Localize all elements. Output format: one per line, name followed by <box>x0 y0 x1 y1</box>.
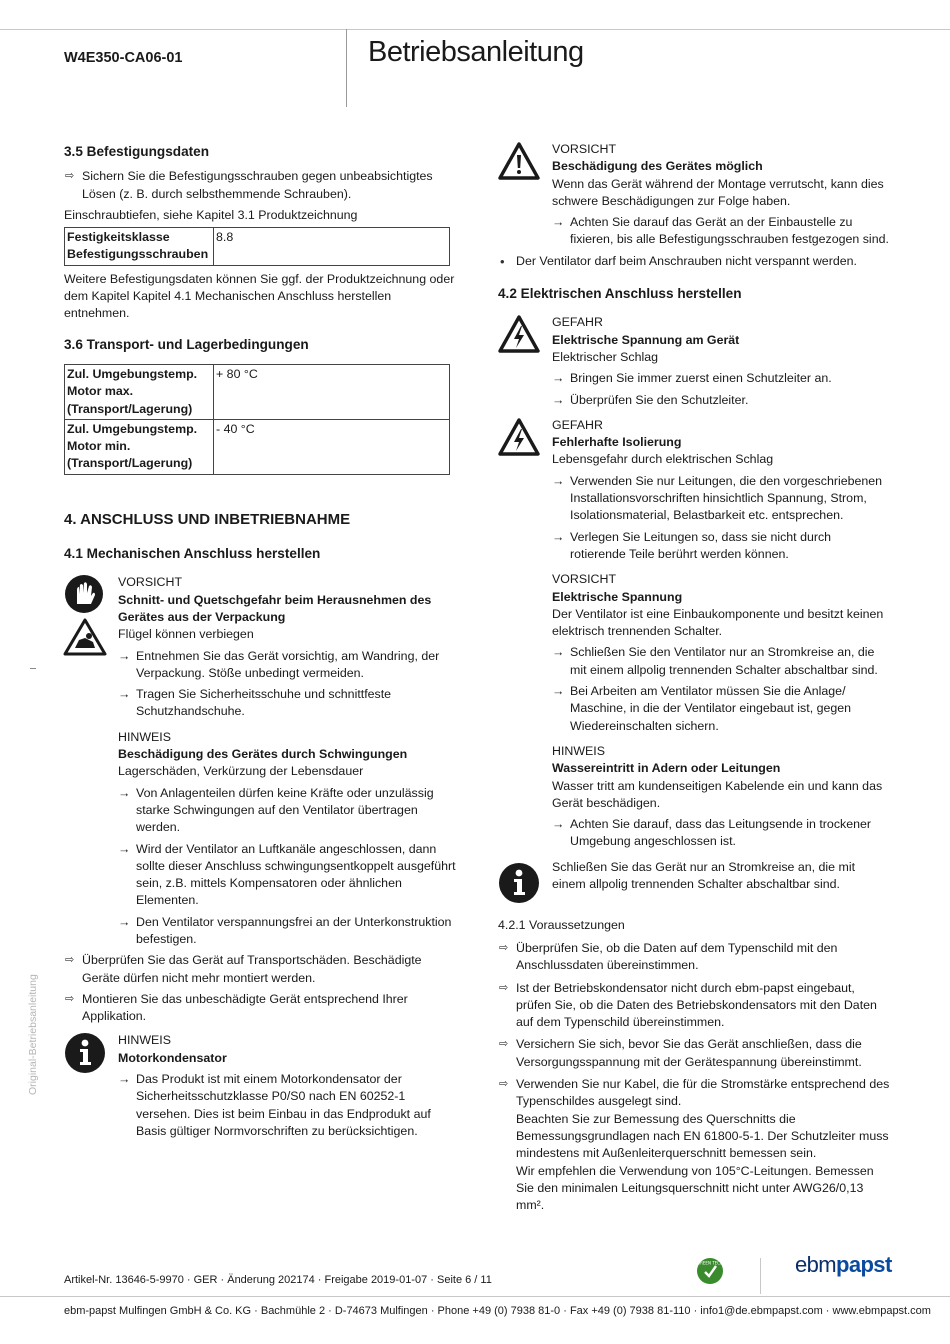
arrow-right-icon: → <box>552 215 565 230</box>
transport-table <box>64 364 450 475</box>
arrow-right-icon: → <box>552 392 565 407</box>
caution-label: VORSICHT <box>118 575 183 590</box>
margin-tick <box>30 668 36 669</box>
action-item: → Das Produkt ist mit einem Motorkondensator der Sicherheitsschutzklasse P0/S0 nach EN 60252-1 versehen. Dies ist beim Einbau in das Endprodukt auf Basis gültiger Normvorschriften zu berücksichtigen. <box>118 1072 431 1138</box>
bullet-arrow-icon: ⇨ <box>499 981 509 994</box>
table-row <box>65 419 450 474</box>
action-item: → Entnehmen Sie das Gerät vorsichtig, am Wandring, der Verpackung. Stöße unbedingt vermeiden. <box>118 648 440 680</box>
arrow-right-icon: → <box>118 687 131 702</box>
info-icon <box>64 1032 106 1074</box>
bullet-arrow-icon: ⇨ <box>499 1038 509 1051</box>
danger-title: Elektrische Spannung am Gerät <box>552 332 740 347</box>
document-title: Betriebsanleitung <box>368 36 584 68</box>
note-text: Wasser tritt am kundenseitigen Kabelende ein und kann das Gerät beschädigen. <box>552 778 883 810</box>
bullet-arrow-icon: ⇨ <box>499 1078 509 1091</box>
bullet-arrow-icon: ⇨ <box>499 941 509 954</box>
action-item: → Verlegen Sie Leitungen so, dass sie nicht durch rotierende Teile berührt werden können. <box>552 529 832 561</box>
caution-text: Flügel können verbiegen <box>118 627 254 642</box>
danger-text: Elektrischer Schlag <box>552 349 659 364</box>
logo-divider <box>760 1258 761 1294</box>
article-info: Artikel-Nr. 13646-5-9970 · GER · Änderung 202174 · Freigabe 2019-01-07 · Seite 6 / 11 <box>64 1274 492 1286</box>
note-title: Wassereintritt in Adern oder Leitungen <box>552 761 781 776</box>
bullet-arrow-icon: ⇨ <box>65 992 75 1005</box>
model-number: W4E350-CA06-01 <box>64 50 183 66</box>
section-3-5-heading: 3.5 Befestigungsdaten <box>64 144 210 159</box>
paragraph: Wir empfehlen die Verwendung von 105°C-Leitungen. Bemessen Sie den minimalen Leitungsquerschnitt nicht unter AWG26/0,13 mm². <box>516 1163 874 1213</box>
info-block <box>498 859 890 903</box>
action-item: → Achten Sie darauf, dass das Leitungsende in trockener Umgebung angeschlossen ist. <box>552 817 872 849</box>
warning-triangle-icon <box>498 142 540 180</box>
note-title: Beschädigung des Gerätes durch Schwingungen <box>118 747 408 762</box>
crush-hand-icon <box>63 618 107 656</box>
note-block <box>64 1032 456 1140</box>
company-info: ebm-papst Mulfingen GmbH & Co. KG · Bachmühle 2 · D-74673 Mulfingen · Phone +49 (0) 7938 81-0 · Fax +49 (0) 7938 81-110 · info1@de.ebmpapst.com · www.ebmpapst.com <box>64 1305 931 1317</box>
table-value: + 80 °C <box>214 364 450 419</box>
bullet: ⇨ Ist der Betriebskondensator nicht durch ebm-papst eingebaut, prüfen Sie, ob die Daten des Betriebskondensators mit den Daten auf dem Typenschild übereinstimmen. <box>499 980 877 1030</box>
action-item: → Von Anlagenteilen dürfen keine Kräfte oder unzulässig starke Schwingungen auf den Ventilator übertragen werden. <box>118 785 434 835</box>
greentech-badge-text: GREEN TECH <box>697 1260 723 1266</box>
arrow-right-icon: → <box>118 1072 131 1087</box>
section-4-1-heading: 4.1 Mechanischen Anschluss herstellen <box>64 546 321 562</box>
arrow-right-icon: → <box>552 817 565 832</box>
arrow-right-icon: → <box>552 684 565 699</box>
header-top-rule <box>0 29 950 30</box>
protective-glove-icon <box>64 574 104 614</box>
danger-text: Lebensgefahr durch elektrischen Schlag <box>552 452 774 467</box>
bullet: ⇨ Überprüfen Sie, ob die Daten auf dem Typenschild mit den Anschlussdaten übereinstimmen. <box>499 940 838 973</box>
danger-title: Fehlerhafte Isolierung <box>552 435 682 450</box>
action-item: → Bringen Sie immer zuerst einen Schutzleiter an. <box>552 370 890 387</box>
table-row <box>65 364 450 419</box>
action-item: → Verwenden Sie nur Leitungen, die den vorgeschriebenen Installationsvorschriften hinsichtlich Spannung, Strom, Isolationsmaterial, Belastbarkeit etc. entsprechen. <box>552 473 883 523</box>
bullet-dot-icon: • <box>500 253 505 269</box>
caution-label: VORSICHT <box>552 572 617 587</box>
danger-label: GEFAHR <box>552 417 603 432</box>
table-row <box>65 228 450 266</box>
section-4-heading: 4. ANSCHLUSS UND INBETRIEBNAHME <box>64 510 351 528</box>
caution-text: Wenn das Gerät während der Montage verrutscht, kann dies schwere Beschädigungen zur Folge haben. <box>552 176 884 208</box>
section-3-6-heading: 3.6 Transport- und Lagerbedingungen <box>64 336 309 352</box>
bullet-arrow-icon: ⇨ <box>65 170 75 183</box>
ebmpapst-logo: ebmpapst <box>795 1252 892 1277</box>
paragraph: Beachten Sie zur Bemessung des Querschnitts die Bemessungsgrundlagen nach EN 61800-5-1. Der Schutzleiter muss mindestens mit Außenleiterquerschnitt bemessen sein. <box>516 1111 889 1161</box>
bullet: ⇨ Versichern Sie sich, bevor Sie das Gerät anschließen, dass die Versorgungsspannung mit der Gerätespannung übereinstimmt. <box>499 1037 862 1069</box>
note-text: Lagerschäden, Verkürzung der Lebensdauer <box>118 764 364 779</box>
arrow-right-icon: → <box>118 914 131 929</box>
bullet: ⇨ Sichern Sie die Befestigungsschrauben gegen unbeabsichtigtes Lösen (z. B. durch selbsthemmende Schrauben). <box>65 169 433 201</box>
electric-hazard-icon <box>498 315 540 353</box>
note-label: HINWEIS <box>552 743 606 758</box>
danger-block <box>498 314 890 408</box>
fastening-table <box>64 227 450 266</box>
table-key: Zul. Umgebungstemp. Motor min. (Transport/Lagerung) <box>65 419 214 474</box>
caution-title: Schnitt- und Quetschgefahr beim Herausnehmen des Gerätes aus der Verpackung <box>118 592 432 624</box>
bullet: ⇨ Überprüfen Sie das Gerät auf Transportschäden. Beschädigte Geräte dürfen nicht mehr montiert werden. <box>65 953 422 985</box>
action-item: → Wird der Ventilator an Luftkanäle angeschlossen, dann sollte dieser Anschluss schwingungsentkoppelt ausgeführt sein, z.B. mittels Kompensatoren oder ähnlichen Elementen. <box>118 841 456 908</box>
arrow-right-icon: → <box>118 785 131 800</box>
action-item: → Den Ventilator verspannungsfrei an der Unterkonstruktion befestigen. <box>118 914 452 946</box>
header-divider <box>346 29 347 107</box>
caution-block <box>498 141 890 249</box>
arrow-right-icon: → <box>552 473 565 488</box>
electric-hazard-icon <box>498 418 540 456</box>
dot-bullet: • Der Ventilator darf beim Anschrauben nicht verspannt werden. <box>500 253 857 269</box>
info-icon <box>498 862 540 904</box>
arrow-right-icon: → <box>118 648 131 663</box>
paragraph: Weitere Befestigungsdaten können Sie ggf. der Produktzeichnung oder dem Kapitel Kapitel 4.1 Mechanischen Anschluss herstellen entnehmen. <box>64 271 455 321</box>
arrow-right-icon: → <box>552 529 565 544</box>
note-title: Motorkondensator <box>118 1050 227 1065</box>
bullet-arrow-icon: ⇨ <box>65 954 75 967</box>
table-value: 8.8 <box>214 228 450 266</box>
info-text: Schließen Sie das Gerät nur an Stromkreise an, die mit einem allpolig trennenden Schalter abschaltbar sind. <box>552 859 856 891</box>
caution-block <box>64 574 456 948</box>
table-key: Festigkeitsklasse Befestigungsschrauben <box>65 228 214 266</box>
arrow-right-icon: → <box>118 841 131 856</box>
greentech-badge-icon <box>696 1257 724 1285</box>
section-4-2-heading: 4.2 Elektrischen Anschluss herstellen <box>498 286 742 302</box>
bullet: ⇨ Montieren Sie das unbeschädigte Gerät entsprechend Ihrer Applikation. <box>65 991 408 1024</box>
caution-label: VORSICHT <box>552 142 617 156</box>
caution-title: Elektrische Spannung <box>552 589 683 604</box>
danger-label: GEFAHR <box>552 315 603 330</box>
table-value: - 40 °C <box>214 419 450 474</box>
action-item: → Schließen Sie den Ventilator nur an Stromkreise an, die mit einem allpolig trennenden Schalter abschaltbar sind. <box>552 645 878 677</box>
note-label: HINWEIS <box>118 1033 172 1048</box>
footer-rule <box>0 1296 950 1297</box>
arrow-right-icon: → <box>552 371 565 386</box>
arrow-right-icon: → <box>552 645 565 660</box>
action-item: → Tragen Sie Sicherheitsschuhe und schnittfeste Schutzhandschuhe. <box>118 687 392 719</box>
caution-title: Beschädigung des Gerätes möglich <box>552 159 763 174</box>
action-item: → Überprüfen Sie den Schutzleiter. <box>552 392 890 409</box>
note-label: HINWEIS <box>118 729 172 744</box>
left-column <box>64 143 456 1140</box>
right-column <box>498 141 890 1214</box>
side-label: Original-Betriebsanleitung <box>27 974 39 1095</box>
section-4-2-1-heading: 4.2.1 Voraussetzungen <box>498 917 625 932</box>
paragraph: Einschraubtiefen, siehe Kapitel 3.1 Produktzeichnung <box>64 207 358 222</box>
bullet: ⇨ Verwenden Sie nur Kabel, die für die Stromstärke entsprechend des Typenschildes ausgelegt sind. Beachten Sie zur Bemessung des Querschnitts die Bemessungsgrundlagen nach EN 61800-5-1. Der Schutzleiter muss mindestens mit Außenleiterquerschnitt bemessen sein. Wir empfehlen die Verwendung von 105°C-Leitungen. Bemessen Sie den minimalen Leitungsquerschnitt nicht unter AWG26/0,13 mm². <box>498 1076 890 1214</box>
caution-text: Der Ventilator ist eine Einbaukomponente und besitzt keinen elektrisch trennenden Schalter. <box>552 606 884 639</box>
table-key: Zul. Umgebungstemp. Motor max. (Transport/Lagerung) <box>65 364 214 419</box>
action-item: → Achten Sie darauf das Gerät an der Einbaustelle zu fixieren, bis alle Befestigungsschrauben festgezogen sind. <box>552 215 889 247</box>
action-item: → Bei Arbeiten am Ventilator müssen Sie die Anlage/ Maschine, in die der Ventilator eingebaut ist, gegen Wiedereinschalten sichern. <box>552 684 852 733</box>
danger-block <box>498 417 890 851</box>
